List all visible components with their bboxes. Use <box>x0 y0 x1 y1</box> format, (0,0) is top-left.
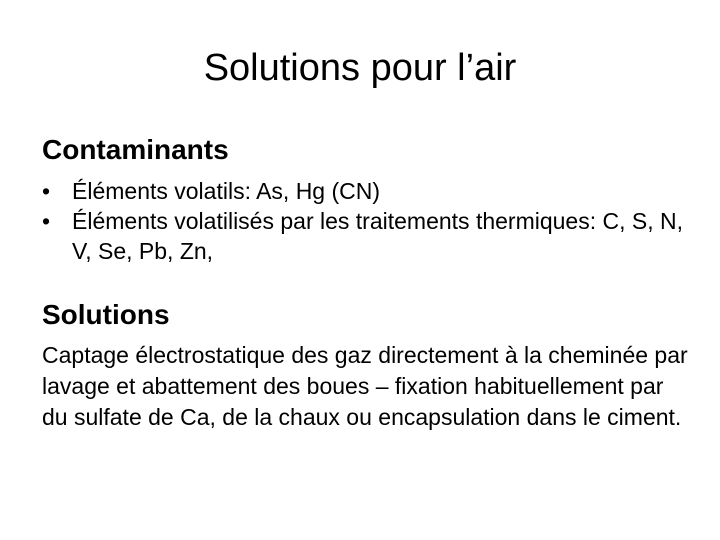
bullet-text: Éléments volatilisés par les traitements thermiques: C, S, N, V, Se, Pb, Zn, <box>72 208 684 264</box>
bullet-icon: • <box>42 208 51 234</box>
list-item <box>42 206 692 266</box>
contaminants-bullet-list <box>42 176 692 266</box>
section-heading-solutions: Solutions <box>42 299 170 330</box>
list-item <box>42 176 692 206</box>
solutions-paragraph: Captage électrostatique des gaz directement à la cheminée par lavage et abattement des boues – fixation habituellement par du sulfate de Ca, de la chaux ou encapsulation dans le ciment. <box>42 342 688 430</box>
slide-title: Solutions pour l’air <box>203 47 517 89</box>
bullet-icon: • <box>42 178 51 204</box>
bullet-text: Éléments volatils: As, Hg (CN) <box>72 178 381 204</box>
section-heading-contaminants: Contaminants <box>42 134 229 165</box>
